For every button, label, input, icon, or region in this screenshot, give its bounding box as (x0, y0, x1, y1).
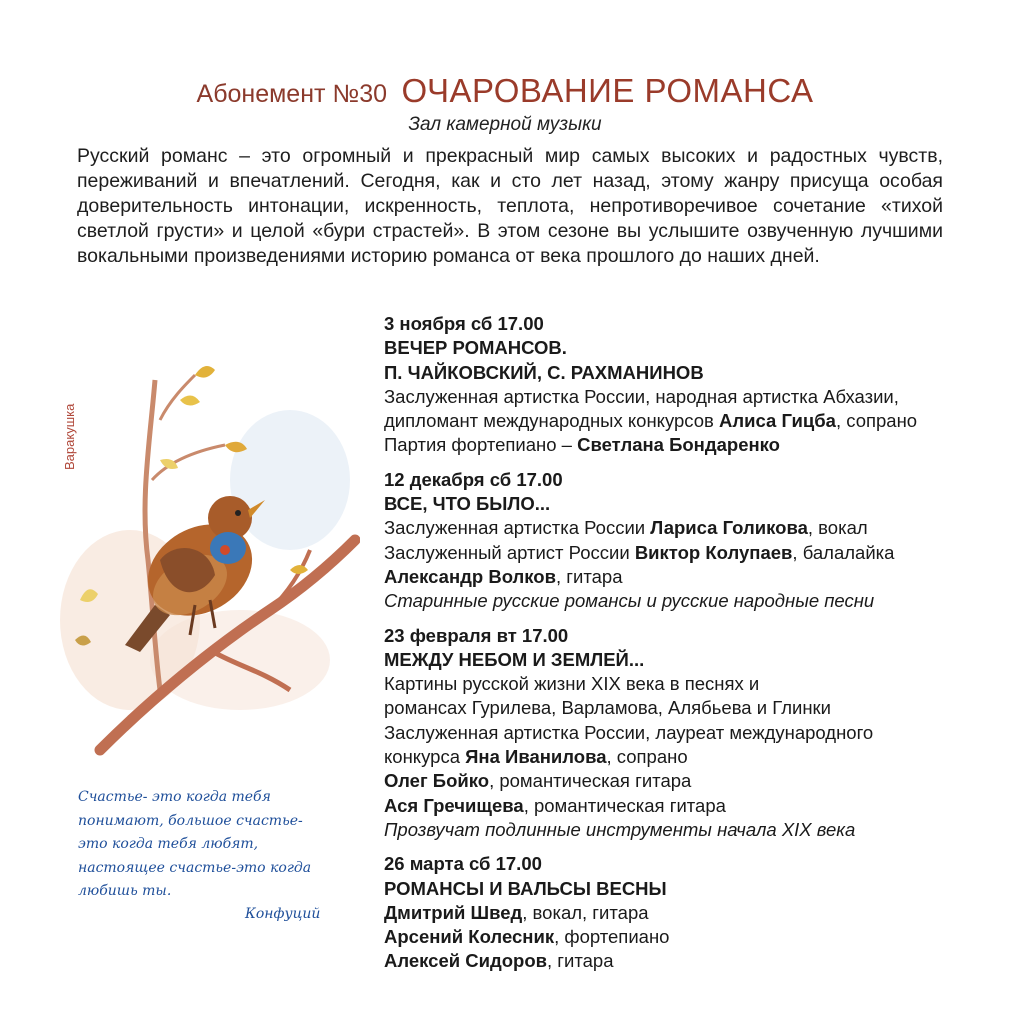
detail-text: Прозвучат подлинные инструменты начала XIX века (384, 818, 856, 840)
quote-line: Счастье- это когда тебя (78, 789, 271, 805)
performer-name: Александр Волков (384, 565, 556, 587)
concert-date: 12 декабря сб 17.00 (384, 468, 563, 490)
detail-text: дипломант международных конкурсов (384, 410, 720, 432)
concert-detail-line (384, 721, 994, 745)
page-title: ОЧАРОВАНИЕ РОМАНСА (401, 72, 814, 109)
performer-name: Виктор Колупаев (634, 541, 793, 563)
quote-author: Конфуций (245, 906, 321, 922)
detail-text: Картины русской жизни XIX века в песнях и (384, 673, 760, 695)
detail-text: Заслуженный артист России (384, 541, 635, 563)
detail-text: Старинные русские романсы и русские народные песни (384, 590, 875, 612)
concert-detail-line (384, 696, 994, 720)
concert-title: РОМАНСЫ И ВАЛЬСЫ ВЕСНЫ (384, 877, 667, 899)
concert-detail-line (384, 901, 994, 925)
page-header (0, 72, 1010, 110)
performer-name: Олег Бойко (384, 770, 490, 792)
detail-text: , гитара (547, 950, 614, 972)
detail-text: , сопрано (835, 410, 918, 432)
detail-text: конкурса (384, 746, 466, 768)
concert-detail-line (384, 769, 994, 793)
concert-detail-line (384, 516, 994, 540)
concert-detail-line (384, 541, 994, 565)
concert-item (384, 624, 994, 843)
concert-detail-line (384, 589, 994, 613)
intro-paragraph: Русский романс – это огромный и прекрасный мир самых высоких и радостных чувств, переживаний и впечатлений. Сегодня, как и сто лет назад, этому жанру присуща особая доверительность интонации, искренность, теплота, непротиворечивое сочетание «тихой светлой грусти» и целой «бури страстей». В этом сезоне вы услышите озвученную лучшими вокальными произведениями историю романса от века прошлого до наших дней. (77, 145, 943, 267)
detail-text: , фортепиано (554, 926, 670, 948)
concert-title: ВСЕ, ЧТО БЫЛО... (384, 493, 551, 515)
concert-item (384, 852, 994, 973)
concert-item (384, 312, 994, 458)
concert-detail-line (384, 672, 994, 696)
performer-name: Яна Иванилова (465, 746, 607, 768)
quote-line: настоящее счастье-это когда (78, 859, 312, 876)
subscription-label: Абонемент №30 (196, 80, 388, 108)
concert-detail-line (384, 745, 994, 769)
venue-label: Зал камерной музыки (408, 114, 602, 135)
detail-text: , вокал (807, 517, 868, 539)
bird-on-branch-watercolor-icon (60, 360, 360, 780)
detail-text: , гитара (555, 565, 623, 587)
concert-title: ВЕЧЕР РОМАНСОВ. (384, 337, 567, 359)
detail-text: Заслуженная артистка России (384, 517, 651, 539)
detail-text: , вокал, гитара (522, 901, 649, 923)
performer-name: Алиса Гицба (719, 410, 836, 432)
concert-program (384, 312, 994, 984)
concert-detail-line (384, 949, 994, 973)
detail-text: , романтическая гитара (489, 770, 692, 792)
quote-line: это когда тебя любят, (78, 836, 259, 852)
illustration-caption: Варакушка (62, 403, 77, 470)
performer-name: Дмитрий Швед (384, 901, 523, 923)
performer-name: Алексей Сидоров (384, 950, 548, 972)
concert-title: МЕЖДУ НЕБОМ И ЗЕМЛЕЙ... (384, 648, 645, 670)
performer-name: Светлана Бондаренко (577, 434, 780, 456)
concert-detail-line (384, 385, 994, 409)
detail-text: , сопрано (606, 746, 688, 768)
concert-date: 26 марта сб 17.00 (384, 853, 542, 875)
detail-text: , романтическая гитара (523, 794, 726, 816)
concert-date: 23 февраля вт 17.00 (384, 624, 569, 646)
quote-block (78, 786, 348, 904)
concert-date: 3 ноября сб 17.00 (384, 313, 544, 334)
detail-text: Заслуженная артистка России, лауреат международного (384, 721, 874, 743)
concert-detail-line (384, 409, 994, 433)
concert-item (384, 468, 994, 614)
concert-detail-line (384, 925, 994, 949)
quote-line: понимают, большое счастье- (78, 812, 303, 829)
performer-name: Арсений Колесник (384, 926, 555, 948)
concert-detail-line (384, 818, 994, 842)
concert-detail-line (384, 433, 994, 457)
performer-name: Ася Гречищева (384, 794, 524, 816)
quote-line: любишь ты. (78, 883, 172, 899)
performer-name: Лариса Голикова (650, 517, 808, 539)
detail-text: , балалайка (792, 541, 895, 563)
concert-title: П. ЧАЙКОВСКИЙ, С. РАХМАНИНОВ (384, 361, 704, 383)
concert-detail-line (384, 565, 994, 589)
detail-text: Заслуженная артистка России, народная артистка Абхазии, (384, 385, 899, 407)
detail-text: романсах Гурилева, Варламова, Алябьева и Глинки (384, 697, 831, 719)
detail-text: Партия фортепиано – (384, 434, 578, 456)
concert-detail-line (384, 794, 994, 818)
